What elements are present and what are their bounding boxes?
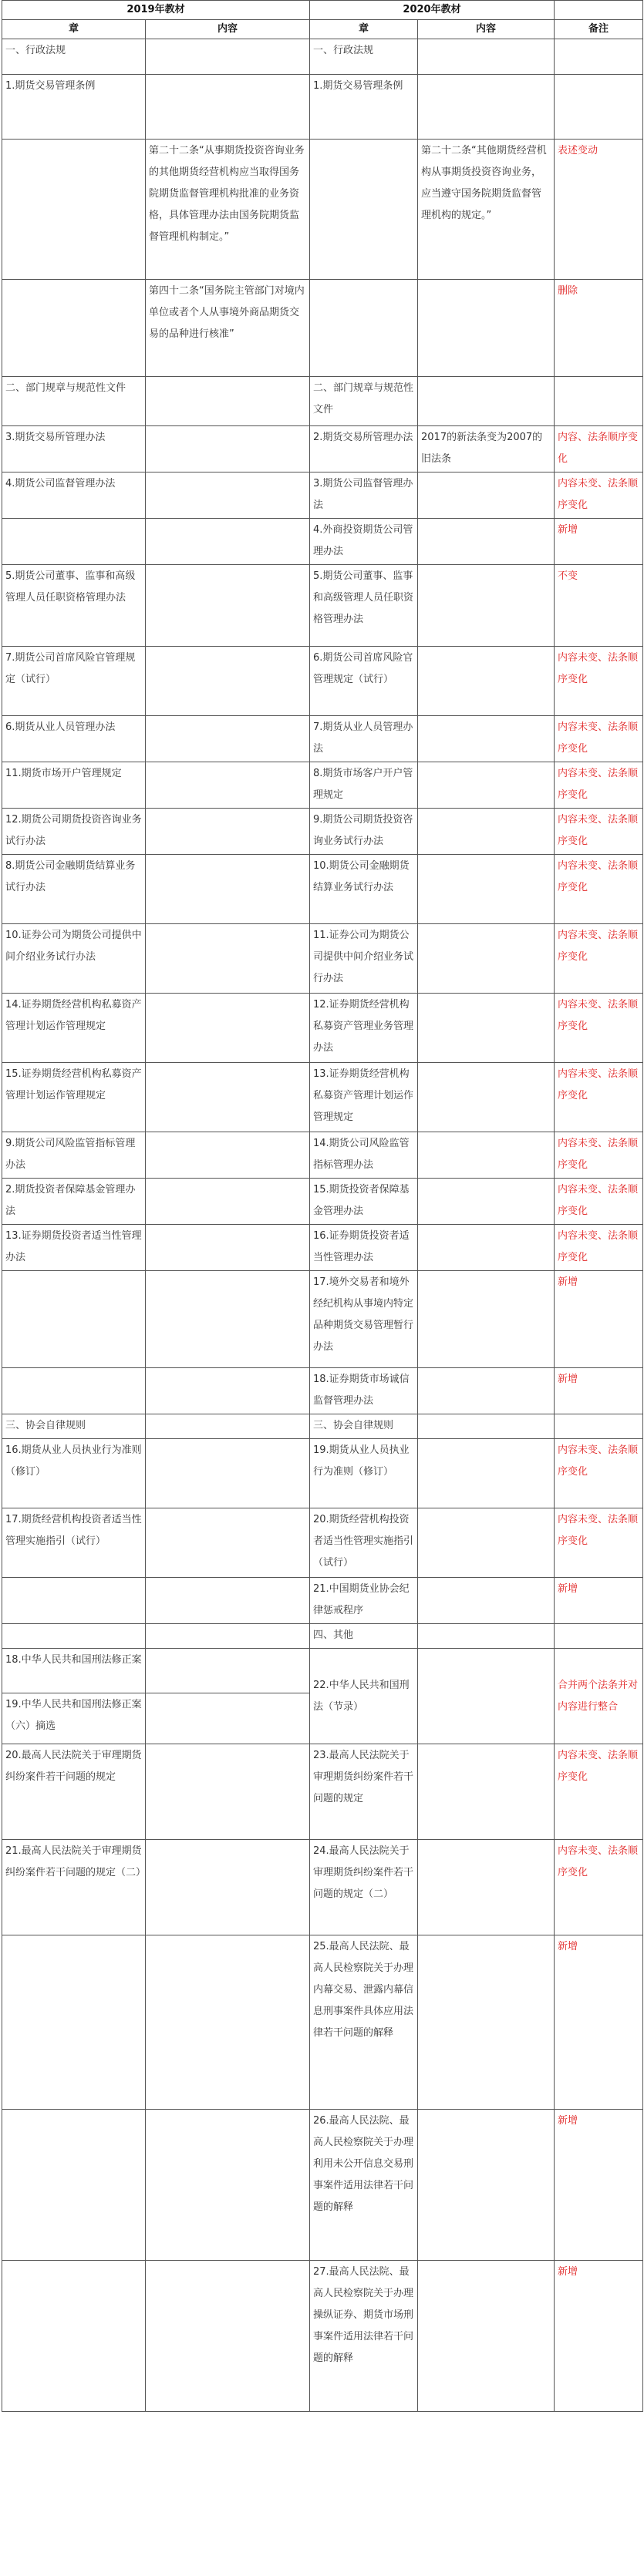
chapter-2019: 13.证券期货投资者适当性管理办法 [2, 1225, 146, 1271]
chapter-2019 [2, 1271, 146, 1368]
chapter-2019: 15.证券期货经营机构私募资产管理计划运作管理规定 [2, 1063, 146, 1132]
content-2019 [146, 716, 310, 762]
header-row-years [2, 1, 643, 20]
content-2019 [146, 1744, 310, 1840]
note: 新增 [555, 1271, 643, 1368]
content-2020 [418, 1840, 555, 1935]
chapter-2020: 20.期货经营机构投资者适当性管理实施指引（试行） [310, 1508, 418, 1578]
content-2020 [418, 809, 555, 855]
content-2020 [418, 1578, 555, 1624]
note: 新增 [555, 519, 643, 565]
table-row [2, 1414, 643, 1439]
content-2020 [418, 2261, 555, 2412]
chapter-2019: 18.中华人民共和国刑法修正案 [2, 1649, 146, 1693]
content-2019 [146, 1368, 310, 1414]
chapter-2019: 20.最高人民法院关于审理期货纠纷案件若干问题的规定 [2, 1744, 146, 1840]
content-2019 [146, 994, 310, 1063]
chapter-2020: 10.期货公司金融期货结算业务试行办法 [310, 855, 418, 924]
content-2019-header: 内容 [146, 20, 310, 39]
table-row [2, 1132, 643, 1179]
content-2019 [146, 924, 310, 994]
content-2020 [418, 924, 555, 994]
content-2019 [146, 1179, 310, 1225]
content-2019: 第二十二条“从事期货投资咨询业务的其他期货经营机构应当取得国务院期货监督管理机构批准的业务资格，具体管理办法由国务院期货监督管理机构制定。” [146, 140, 310, 280]
chapter-2020: 8.期货市场客户开户管理规定 [310, 762, 418, 809]
chapter-2020: 1.期货交易管理条例 [310, 75, 418, 140]
chapter-2020: 7.期货从业人员管理办法 [310, 716, 418, 762]
note: 删除 [555, 280, 643, 377]
note-header: 备注 [555, 20, 643, 39]
chapter-2020: 24.最高人民法院关于审理期货纠纷案件若干问题的规定（二） [310, 1840, 418, 1935]
content-2020 [418, 1063, 555, 1132]
table-row [2, 1578, 643, 1624]
note: 新增 [555, 1935, 643, 2110]
chapter-2020: 16.证券期货投资者适当性管理办法 [310, 1225, 418, 1271]
content-2020 [418, 1179, 555, 1225]
chapter-2019: 三、协会自律规则 [2, 1414, 146, 1439]
content-2019 [146, 1935, 310, 2110]
content-2019 [146, 75, 310, 140]
content-2019 [146, 855, 310, 924]
content-2020 [418, 1935, 555, 2110]
chapter-2020: 12.证券期货经营机构私募资产管理业务管理办法 [310, 994, 418, 1063]
chapter-2019 [2, 2110, 146, 2261]
content-2020 [418, 855, 555, 924]
chapter-2019 [2, 280, 146, 377]
chapter-2020: 14.期货公司风险监管指标管理办法 [310, 1132, 418, 1179]
note: 内容未变、法条顺序变化 [555, 1439, 643, 1508]
chapter-2019: 1.期货交易管理条例 [2, 75, 146, 140]
note: 新增 [555, 2261, 643, 2412]
chapter-2019-header: 章 [2, 20, 146, 39]
chapter-2020: 25.最高人民法院、最高人民检察院关于办理内幕交易、泄露内幕信息刑事案件具体应用法律若干问题的解释 [310, 1935, 418, 2110]
content-2020 [418, 1624, 555, 1649]
content-2020 [418, 1225, 555, 1271]
content-2019 [146, 809, 310, 855]
year-2019-header: 2019年教材 [2, 1, 310, 20]
note: 新增 [555, 2110, 643, 2261]
content-2020 [418, 1132, 555, 1179]
table-row [2, 1744, 643, 1840]
chapter-2019: 7.期货公司首席风险官管理规定（试行） [2, 647, 146, 716]
content-2020 [418, 647, 555, 716]
content-2019 [146, 1439, 310, 1508]
content-2019 [146, 762, 310, 809]
content-2019 [146, 2261, 310, 2412]
note: 内容未变、法条顺序变化 [555, 762, 643, 809]
table-row [2, 1649, 643, 1693]
content-2020 [418, 39, 555, 75]
content-2019 [146, 1624, 310, 1649]
table-row [2, 1271, 643, 1368]
note-header-top [555, 1, 643, 20]
note: 新增 [555, 1368, 643, 1414]
chapter-2019 [2, 519, 146, 565]
chapter-2020: 22.中华人民共和国刑法（节录） [310, 1649, 418, 1744]
chapter-2019: 14.证券期货经营机构私募资产管理计划运作管理规定 [2, 994, 146, 1063]
table-row [2, 472, 643, 519]
chapter-2019: 17.期货经营机构投资者适当性管理实施指引（试行） [2, 1508, 146, 1578]
table-row [2, 1508, 643, 1578]
chapter-2020: 27.最高人民法院、最高人民检察院关于办理操纵证券、期货市场刑事案件适用法律若干问题的解释 [310, 2261, 418, 2412]
note: 内容未变、法条顺序变化 [555, 994, 643, 1063]
chapter-2020: 6.期货公司首席风险官管理规定（试行） [310, 647, 418, 716]
content-2019 [146, 1225, 310, 1271]
note: 内容未变、法条顺序变化 [555, 716, 643, 762]
chapter-2019: 9.期货公司风险监管指标管理办法 [2, 1132, 146, 1179]
table-row [2, 280, 643, 377]
chapter-2019: 一、行政法规 [2, 39, 146, 75]
chapter-2020: 21.中国期货业协会纪律惩戒程序 [310, 1578, 418, 1624]
chapter-2020: 19.期货从业人员执业行为准则（修订） [310, 1439, 418, 1508]
note [555, 1414, 643, 1439]
note: 内容、法条顺序变化 [555, 426, 643, 472]
table-row [2, 716, 643, 762]
chapter-2020: 二、部门规章与规范性文件 [310, 377, 418, 426]
chapter-2020: 2.期货交易所管理办法 [310, 426, 418, 472]
table-row [2, 855, 643, 924]
chapter-2019: 12.期货公司期货投资咨询业务试行办法 [2, 809, 146, 855]
chapter-2020: 17.境外交易者和境外经纪机构从事境内特定品种期货交易管理暂行办法 [310, 1271, 418, 1368]
table-row [2, 924, 643, 994]
table-row [2, 1063, 643, 1132]
chapter-2020: 23.最高人民法院关于审理期货纠纷案件若干问题的规定 [310, 1744, 418, 1840]
table-row [2, 519, 643, 565]
table-row [2, 140, 643, 280]
chapter-2019: 5.期货公司董事、监事和高级管理人员任职资格管理办法 [2, 565, 146, 647]
chapter-2019: 二、部门规章与规范性文件 [2, 377, 146, 426]
chapter-2019: 11.期货市场开户管理规定 [2, 762, 146, 809]
chapter-2020: 一、行政法规 [310, 39, 418, 75]
content-2020 [418, 1439, 555, 1508]
chapter-2019: 6.期货从业人员管理办法 [2, 716, 146, 762]
content-2019 [146, 519, 310, 565]
chapter-2019: 4.期货公司监督管理办法 [2, 472, 146, 519]
content-2020-header: 内容 [418, 20, 555, 39]
chapter-2019: 8.期货公司金融期货结算业务试行办法 [2, 855, 146, 924]
content-2020 [418, 1271, 555, 1368]
content-2019 [146, 1578, 310, 1624]
table-row [2, 1624, 643, 1649]
note: 内容未变、法条顺序变化 [555, 1132, 643, 1179]
content-2020 [418, 280, 555, 377]
content-2019 [146, 1414, 310, 1439]
note [555, 75, 643, 140]
note: 内容未变、法条顺序变化 [555, 1508, 643, 1578]
content-2019 [146, 426, 310, 472]
content-2020 [418, 716, 555, 762]
content-2019: 第四十二条“国务院主管部门对境内单位或者个人从事境外商品期货交易的品种进行核准” [146, 280, 310, 377]
year-2020-header: 2020年教材 [310, 1, 555, 20]
chapter-2019 [2, 1578, 146, 1624]
note: 内容未变、法条顺序变化 [555, 472, 643, 519]
content-2019 [146, 1840, 310, 1935]
content-2019 [146, 1508, 310, 1578]
chapter-2019 [2, 140, 146, 280]
table-row [2, 75, 643, 140]
content-2019 [146, 377, 310, 426]
chapter-2020: 9.期货公司期货投资咨询业务试行办法 [310, 809, 418, 855]
note: 内容未变、法条顺序变化 [555, 1840, 643, 1935]
note: 内容未变、法条顺序变化 [555, 809, 643, 855]
note: 内容未变、法条顺序变化 [555, 1179, 643, 1225]
chapter-2020: 13.证券期货经营机构私募资产管理计划运作管理规定 [310, 1063, 418, 1132]
content-2019 [146, 1693, 310, 1744]
table-row [2, 1368, 643, 1414]
table-row [2, 39, 643, 75]
table-row [2, 377, 643, 426]
chapter-2020: 4.外商投资期货公司管理办法 [310, 519, 418, 565]
chapter-2019: 21.最高人民法院关于审理期货纠纷案件若干问题的规定（二） [2, 1840, 146, 1935]
content-2019 [146, 1063, 310, 1132]
content-2020 [418, 472, 555, 519]
chapter-2019 [2, 1368, 146, 1414]
note [555, 39, 643, 75]
table-row [2, 762, 643, 809]
chapter-2019: 19.中华人民共和国刑法修正案（六）摘选 [2, 1693, 146, 1744]
chapter-2020-header: 章 [310, 20, 418, 39]
table-row [2, 809, 643, 855]
table-row [2, 2110, 643, 2261]
content-2019 [146, 1271, 310, 1368]
note: 内容未变、法条顺序变化 [555, 1225, 643, 1271]
content-2019 [146, 1132, 310, 1179]
content-2020: 第二十二条“其他期货经营机构从事期货投资咨询业务，应当遵守国务院期货监督管理机构的规定。” [418, 140, 555, 280]
content-2019 [146, 1649, 310, 1693]
table-row [2, 1439, 643, 1508]
content-2020 [418, 565, 555, 647]
table-row [2, 1179, 643, 1225]
content-2020 [418, 762, 555, 809]
content-2020 [418, 377, 555, 426]
table-body [2, 39, 643, 2412]
note: 表述变动 [555, 140, 643, 280]
note [555, 377, 643, 426]
content-2019 [146, 647, 310, 716]
table-row [2, 426, 643, 472]
table-row [2, 647, 643, 716]
note: 内容未变、法条顺序变化 [555, 1063, 643, 1132]
chapter-2020: 3.期货公司监督管理办法 [310, 472, 418, 519]
header-row-columns [2, 20, 643, 39]
chapter-2020: 11.证券公司为期货公司提供中间介绍业务试行办法 [310, 924, 418, 994]
table-row [2, 994, 643, 1063]
note: 内容未变、法条顺序变化 [555, 855, 643, 924]
note: 不变 [555, 565, 643, 647]
note: 内容未变、法条顺序变化 [555, 647, 643, 716]
content-2019 [146, 2110, 310, 2261]
chapter-2019: 3.期货交易所管理办法 [2, 426, 146, 472]
content-2020 [418, 994, 555, 1063]
chapter-2020: 18.证券期货市场诚信监督管理办法 [310, 1368, 418, 1414]
chapter-2020: 15.期货投资者保障基金管理办法 [310, 1179, 418, 1225]
content-2019 [146, 472, 310, 519]
content-2020 [418, 1744, 555, 1840]
note: 内容未变、法条顺序变化 [555, 1744, 643, 1840]
content-2019 [146, 39, 310, 75]
chapter-2020: 四、其他 [310, 1624, 418, 1649]
content-2020 [418, 75, 555, 140]
chapter-2020: 三、协会自律规则 [310, 1414, 418, 1439]
content-2020 [418, 519, 555, 565]
content-2020 [418, 1508, 555, 1578]
chapter-2019 [2, 1935, 146, 2110]
chapter-2019: 16.期货从业人员执业行为准则（修订） [2, 1439, 146, 1508]
note [555, 1624, 643, 1649]
chapter-2020: 5.期货公司董事、监事和高级管理人员任职资格管理办法 [310, 565, 418, 647]
table-row [2, 1840, 643, 1935]
content-2020 [418, 1649, 555, 1744]
chapter-2020: 26.最高人民法院、最高人民检察院关于办理利用未公开信息交易刑事案件适用法律若干问题的解释 [310, 2110, 418, 2261]
note: 内容未变、法条顺序变化 [555, 924, 643, 994]
note: 新增 [555, 1578, 643, 1624]
content-2019 [146, 565, 310, 647]
chapter-2020 [310, 140, 418, 280]
chapter-2019 [2, 2261, 146, 2412]
content-2020 [418, 2110, 555, 2261]
chapter-2019: 2.期货投资者保障基金管理办法 [2, 1179, 146, 1225]
table-row [2, 1935, 643, 2110]
content-2020: 2017的新法条变为2007的旧法条 [418, 426, 555, 472]
content-2020 [418, 1368, 555, 1414]
chapter-2020 [310, 280, 418, 377]
table-row [2, 1225, 643, 1271]
note: 合并两个法条并对内容进行整合 [555, 1649, 643, 1744]
chapter-2019: 10.证券公司为期货公司提供中间介绍业务试行办法 [2, 924, 146, 994]
table-row [2, 565, 643, 647]
table-row [2, 2261, 643, 2412]
chapter-2019 [2, 1624, 146, 1649]
comparison-table [2, 0, 643, 2412]
content-2020 [418, 1414, 555, 1439]
